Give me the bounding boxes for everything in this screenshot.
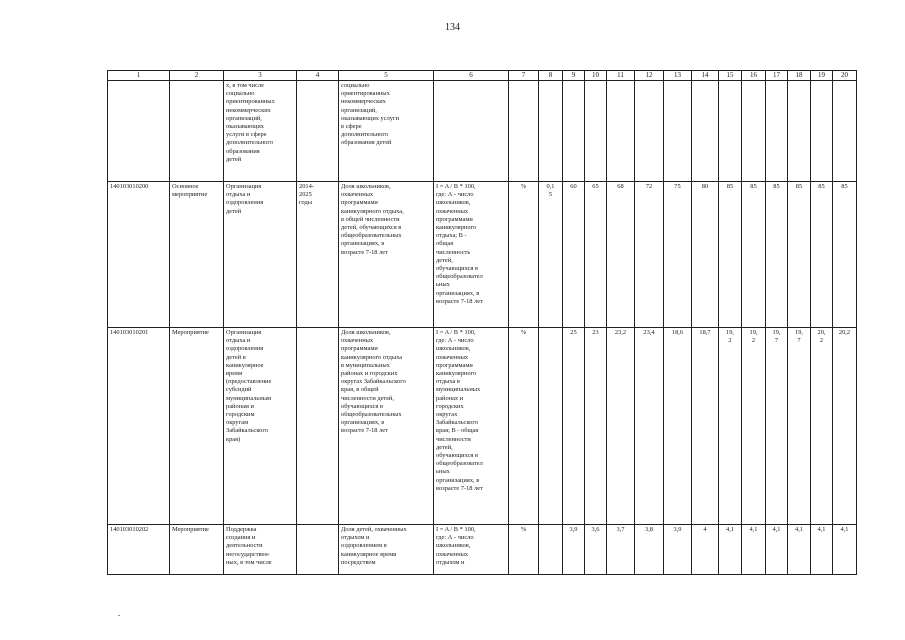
row-value: 20, 2 bbox=[811, 328, 833, 525]
row-value: 19, 7 bbox=[788, 328, 811, 525]
page-number: 134 bbox=[445, 22, 460, 33]
row-value: 25 bbox=[563, 328, 585, 525]
scan-speck bbox=[118, 615, 120, 616]
row-value: 23,4 bbox=[635, 328, 664, 525]
row-value bbox=[635, 81, 664, 182]
measures-table bbox=[107, 70, 857, 575]
row-value: 4 bbox=[692, 525, 719, 575]
row-code: 140103010201 bbox=[108, 328, 170, 525]
col-header: 3 bbox=[224, 71, 297, 81]
row-kind: Мероприятие bbox=[170, 525, 224, 575]
row-name: Поддержка создания и деятельности негосударствен- ных, в том числе bbox=[224, 525, 297, 575]
row-value: 4,1 bbox=[742, 525, 766, 575]
row-kind: Основное мероприятие bbox=[170, 182, 224, 328]
row-name: Организация отдыха и оздоровления детей в каникулярное время (предоставление субсидий муниципальным районам и городским округам Забайкальского края) bbox=[224, 328, 297, 525]
col-header: 18 bbox=[788, 71, 811, 81]
row-value: 4,1 bbox=[811, 525, 833, 575]
row-value bbox=[563, 81, 585, 182]
row-value bbox=[539, 328, 563, 525]
row-value: 3,9 bbox=[563, 525, 585, 575]
table-row bbox=[108, 81, 857, 182]
col-header: 6 bbox=[434, 71, 509, 81]
row-value: 19, 2 bbox=[719, 328, 742, 525]
row-value: 68 bbox=[607, 182, 635, 328]
row-period bbox=[297, 81, 339, 182]
col-header: 12 bbox=[635, 71, 664, 81]
row-period bbox=[297, 328, 339, 525]
row-formula: I = A / B * 100, где: А - число школьников, охваченных программами каникулярного отдыха в муниципальных районах и городских округах Забайкальского края; B - общая численности детей, обучающихся в общеобразовател ьных организациях, в возрасте 7-18 лет bbox=[434, 328, 509, 525]
row-value: 4,1 bbox=[766, 525, 788, 575]
col-header: 17 bbox=[766, 71, 788, 81]
row-unit bbox=[509, 81, 539, 182]
row-value: 85 bbox=[788, 182, 811, 328]
row-period bbox=[297, 525, 339, 575]
row-value: 85 bbox=[811, 182, 833, 328]
table-row bbox=[108, 525, 857, 575]
col-header: 14 bbox=[692, 71, 719, 81]
row-value: 3,8 bbox=[635, 525, 664, 575]
row-value bbox=[742, 81, 766, 182]
row-indicator: Доля детей, охваченных отдыхом и оздоровлением в каникулярное время посредством bbox=[339, 525, 434, 575]
row-value: 65 bbox=[585, 182, 607, 328]
col-header: 8 bbox=[539, 71, 563, 81]
col-header: 1 bbox=[108, 71, 170, 81]
row-value: 60 bbox=[563, 182, 585, 328]
col-header: 10 bbox=[585, 71, 607, 81]
row-name: Организация отдыха и оздоровления детей bbox=[224, 182, 297, 328]
row-value: 3,9 bbox=[664, 525, 692, 575]
table-row bbox=[108, 328, 857, 525]
row-value: 23,2 bbox=[607, 328, 635, 525]
row-value: 18,6 bbox=[664, 328, 692, 525]
row-code: 140103010200 bbox=[108, 182, 170, 328]
row-value: 3,7 bbox=[607, 525, 635, 575]
row-value bbox=[788, 81, 811, 182]
row-value: 85 bbox=[833, 182, 857, 328]
row-value: 0,1 5 bbox=[539, 182, 563, 328]
row-value: 19, 2 bbox=[742, 328, 766, 525]
col-header: 4 bbox=[297, 71, 339, 81]
row-value: 4,1 bbox=[833, 525, 857, 575]
row-unit: % bbox=[509, 182, 539, 328]
row-formula bbox=[434, 81, 509, 182]
row-indicator: Доля школьников, охваченных программами каникулярного отдыха, в общей численности детей, обучающихся в общеобразовательных организациях, в возрасте 7-18 лет bbox=[339, 182, 434, 328]
row-code: 140103010202 bbox=[108, 525, 170, 575]
row-value: 75 bbox=[664, 182, 692, 328]
row-value bbox=[539, 81, 563, 182]
row-value bbox=[833, 81, 857, 182]
row-period: 2014- 2025 годы bbox=[297, 182, 339, 328]
row-value bbox=[539, 525, 563, 575]
row-value bbox=[766, 81, 788, 182]
row-unit: % bbox=[509, 525, 539, 575]
row-formula: I = A / B * 100, где: А - число школьников, охваченных отдыхом и bbox=[434, 525, 509, 575]
table-row bbox=[108, 182, 857, 328]
row-value: 85 bbox=[766, 182, 788, 328]
row-value: 4,1 bbox=[788, 525, 811, 575]
row-formula: I = A / B * 100, где: А - число школьников, охваченных программами каникулярного отдыха; B - общая численность детей, обучающихся в общеобразовател ьных организациях, в возрасте 7-18 лет bbox=[434, 182, 509, 328]
row-value bbox=[692, 81, 719, 182]
row-value bbox=[664, 81, 692, 182]
row-code bbox=[108, 81, 170, 182]
row-indicator: социально ориентированных некоммерческих организаций, оказывающих услуги в сфере дополнительного образования детей bbox=[339, 81, 434, 182]
col-header: 15 bbox=[719, 71, 742, 81]
row-value bbox=[607, 81, 635, 182]
row-name: х, в том числе социально ориентированных некоммерческих организаций, оказывающих услуги в сфере дополнительного образования детей bbox=[224, 81, 297, 182]
row-value: 23 bbox=[585, 328, 607, 525]
row-value: 19, 7 bbox=[766, 328, 788, 525]
col-header: 5 bbox=[339, 71, 434, 81]
row-indicator: Доля школьников, охваченных программами каникулярного отдыха в муниципальных районах и городских округах Забайкальского края, в общей численности детей, обучающихся в общеобразовательных организациях, в возрасте 7-18 лет bbox=[339, 328, 434, 525]
col-header: 7 bbox=[509, 71, 539, 81]
row-value: 20,2 bbox=[833, 328, 857, 525]
row-value bbox=[719, 81, 742, 182]
col-header: 20 bbox=[833, 71, 857, 81]
row-value: 72 bbox=[635, 182, 664, 328]
col-header: 19 bbox=[811, 71, 833, 81]
row-kind: Мероприятие bbox=[170, 328, 224, 525]
row-kind bbox=[170, 81, 224, 182]
row-value: 3,6 bbox=[585, 525, 607, 575]
row-value: 4,1 bbox=[719, 525, 742, 575]
row-value: 85 bbox=[719, 182, 742, 328]
row-value: 85 bbox=[742, 182, 766, 328]
row-value bbox=[585, 81, 607, 182]
col-header: 9 bbox=[563, 71, 585, 81]
col-header: 11 bbox=[607, 71, 635, 81]
row-value: 80 bbox=[692, 182, 719, 328]
row-value bbox=[811, 81, 833, 182]
col-header: 13 bbox=[664, 71, 692, 81]
row-value: 18,7 bbox=[692, 328, 719, 525]
column-number-row bbox=[108, 71, 857, 81]
col-header: 2 bbox=[170, 71, 224, 81]
col-header: 16 bbox=[742, 71, 766, 81]
row-unit: % bbox=[509, 328, 539, 525]
